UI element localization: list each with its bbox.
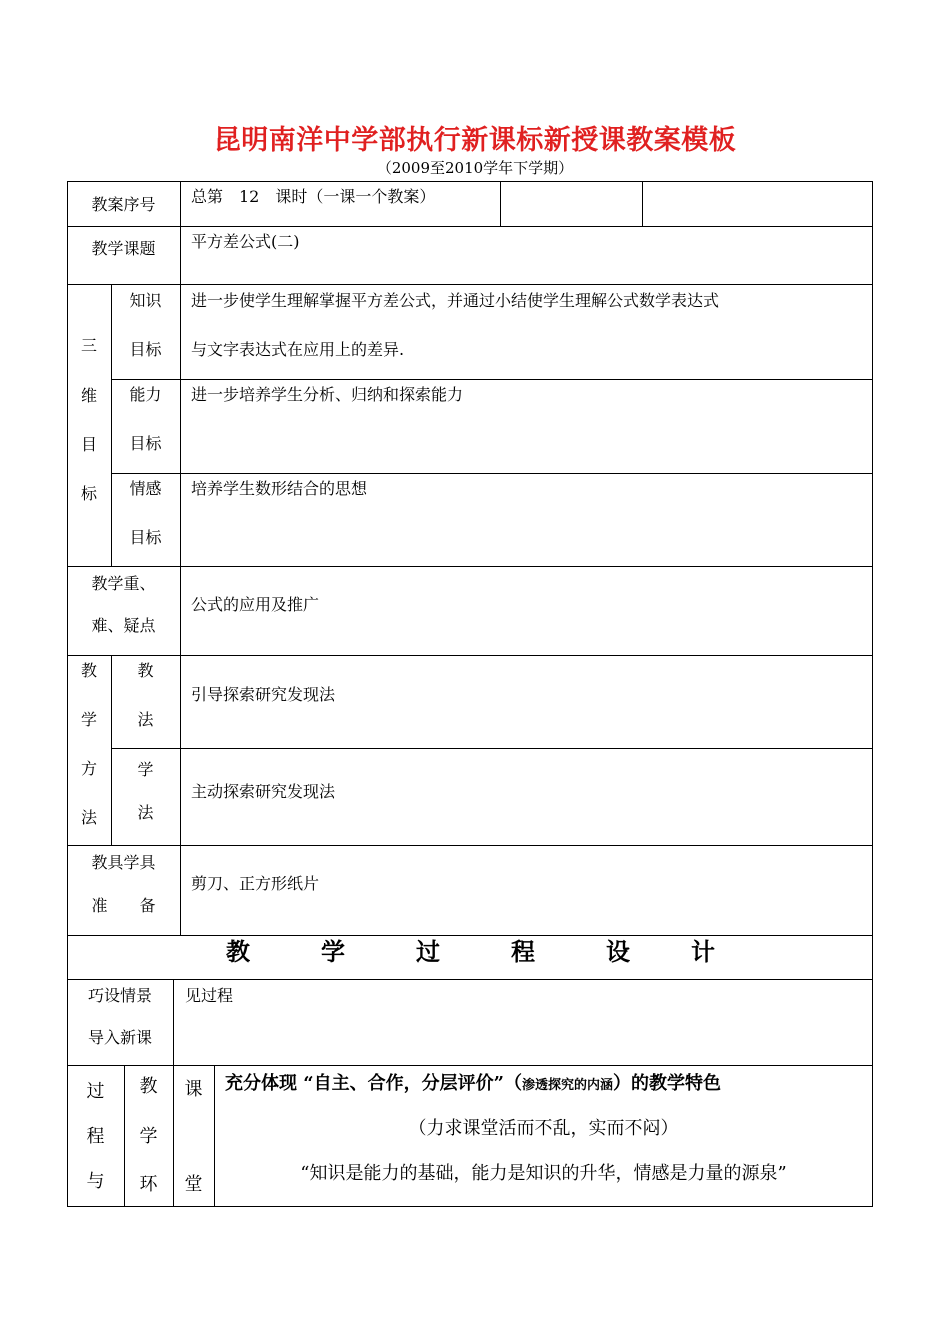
goals-label-char: 维 xyxy=(80,386,97,405)
row-divider xyxy=(67,226,873,227)
process-label-char: 程 xyxy=(86,1126,105,1147)
process-title-char: 程 xyxy=(511,937,535,966)
row-divider xyxy=(67,935,873,936)
knowledge-label: 知识 xyxy=(129,291,162,310)
row-divider xyxy=(67,284,873,285)
process-title-char: 设 xyxy=(606,937,630,966)
process-title-char: 计 xyxy=(691,937,715,966)
feature-line-2: （力求课堂活而不乱，实而不闷） xyxy=(408,1118,679,1139)
teach-method-label: 教 xyxy=(137,661,154,680)
goals-label-char: 标 xyxy=(80,484,97,503)
lesson-no-value: 总第 12 课时（一课一个教案） xyxy=(191,187,436,206)
key-label: 教学重、 xyxy=(91,574,156,593)
intro-label: 导入新课 xyxy=(87,1028,152,1047)
feature-pre: 充分体现 “自主、合作，分层评价”（ xyxy=(225,1073,522,1094)
ability-label: 目标 xyxy=(129,434,162,453)
tools-label: 教具学具 xyxy=(91,853,156,872)
process-title-char: 过 xyxy=(416,937,440,966)
page-title: 昆明南洋中学部执行新课标新授课教案模板 xyxy=(213,125,737,156)
process-label-char: 与 xyxy=(86,1171,105,1192)
emotion-label: 情感 xyxy=(129,479,162,498)
teach-method-text: 引导探索研究发现法 xyxy=(191,685,336,704)
goals-label-char: 三 xyxy=(80,336,97,355)
feature-small: 渗透探究的内涵 xyxy=(521,1078,613,1093)
row-divider xyxy=(67,979,873,980)
row-divider xyxy=(111,748,873,749)
lesson-no-label: 教案序号 xyxy=(91,195,156,214)
learn-method-text: 主动探索研究发现法 xyxy=(191,782,336,801)
emotion-label: 目标 xyxy=(129,528,162,547)
step-label-char: 环 xyxy=(139,1174,158,1195)
ability-text: 进一步培养学生分析、归纳和探索能力 xyxy=(191,385,464,404)
method-label-char: 学 xyxy=(80,710,97,729)
process-title-char: 学 xyxy=(321,937,345,966)
feature-post: ）的教学特色 xyxy=(613,1073,721,1094)
feature-line-1 xyxy=(225,1075,721,1093)
tools-text: 剪刀、正方形纸片 xyxy=(191,874,320,893)
method-label-char: 法 xyxy=(80,808,97,827)
lesson-plan-table xyxy=(67,181,873,1207)
row-divider xyxy=(67,1065,873,1066)
row-divider xyxy=(111,379,873,380)
method-label-char: 教 xyxy=(80,661,97,680)
topic-label: 教学课题 xyxy=(91,239,156,258)
process-label-char: 过 xyxy=(86,1081,105,1102)
row-divider xyxy=(111,473,873,474)
learn-method-label: 法 xyxy=(137,803,154,822)
knowledge-text: 进一步使学生理解掌握平方差公式，并通过小结使学生理解公式数学表达式 xyxy=(191,291,720,310)
emotion-text: 培养学生数形结合的思想 xyxy=(191,479,368,498)
topic-value: 平方差公式(二) xyxy=(191,232,300,251)
process-title-char: 教 xyxy=(226,937,250,966)
row-divider xyxy=(67,566,873,567)
feature-line-3: “知识是能力的基础，能力是知识的升华，情感是力量的源泉” xyxy=(300,1163,787,1184)
step-label-char: 教 xyxy=(139,1076,158,1097)
knowledge-label: 目标 xyxy=(129,340,162,359)
key-text: 公式的应用及推广 xyxy=(191,595,320,614)
intro-label: 巧设情景 xyxy=(87,986,152,1005)
goals-label-char: 目 xyxy=(80,435,97,454)
class-label-char: 堂 xyxy=(184,1174,203,1195)
col-divider xyxy=(500,181,501,226)
col-divider xyxy=(180,181,181,935)
key-label: 难、疑点 xyxy=(91,616,156,635)
page-subtitle: （2009至2010学年下学期） xyxy=(376,159,574,177)
learn-method-label: 学 xyxy=(137,760,154,779)
col-divider xyxy=(642,181,643,226)
intro-text: 见过程 xyxy=(185,986,234,1005)
col-divider xyxy=(111,284,112,566)
tools-label: 准 备 xyxy=(91,896,156,915)
step-label-char: 学 xyxy=(139,1126,158,1147)
teach-method-label: 法 xyxy=(137,710,154,729)
knowledge-text: 与文字表达式在应用上的差异. xyxy=(191,340,405,359)
class-label-char: 课 xyxy=(184,1079,203,1100)
row-divider xyxy=(67,845,873,846)
row-divider xyxy=(67,655,873,656)
col-divider xyxy=(173,979,174,1065)
ability-label: 能力 xyxy=(129,385,162,404)
method-label-char: 方 xyxy=(80,759,97,778)
